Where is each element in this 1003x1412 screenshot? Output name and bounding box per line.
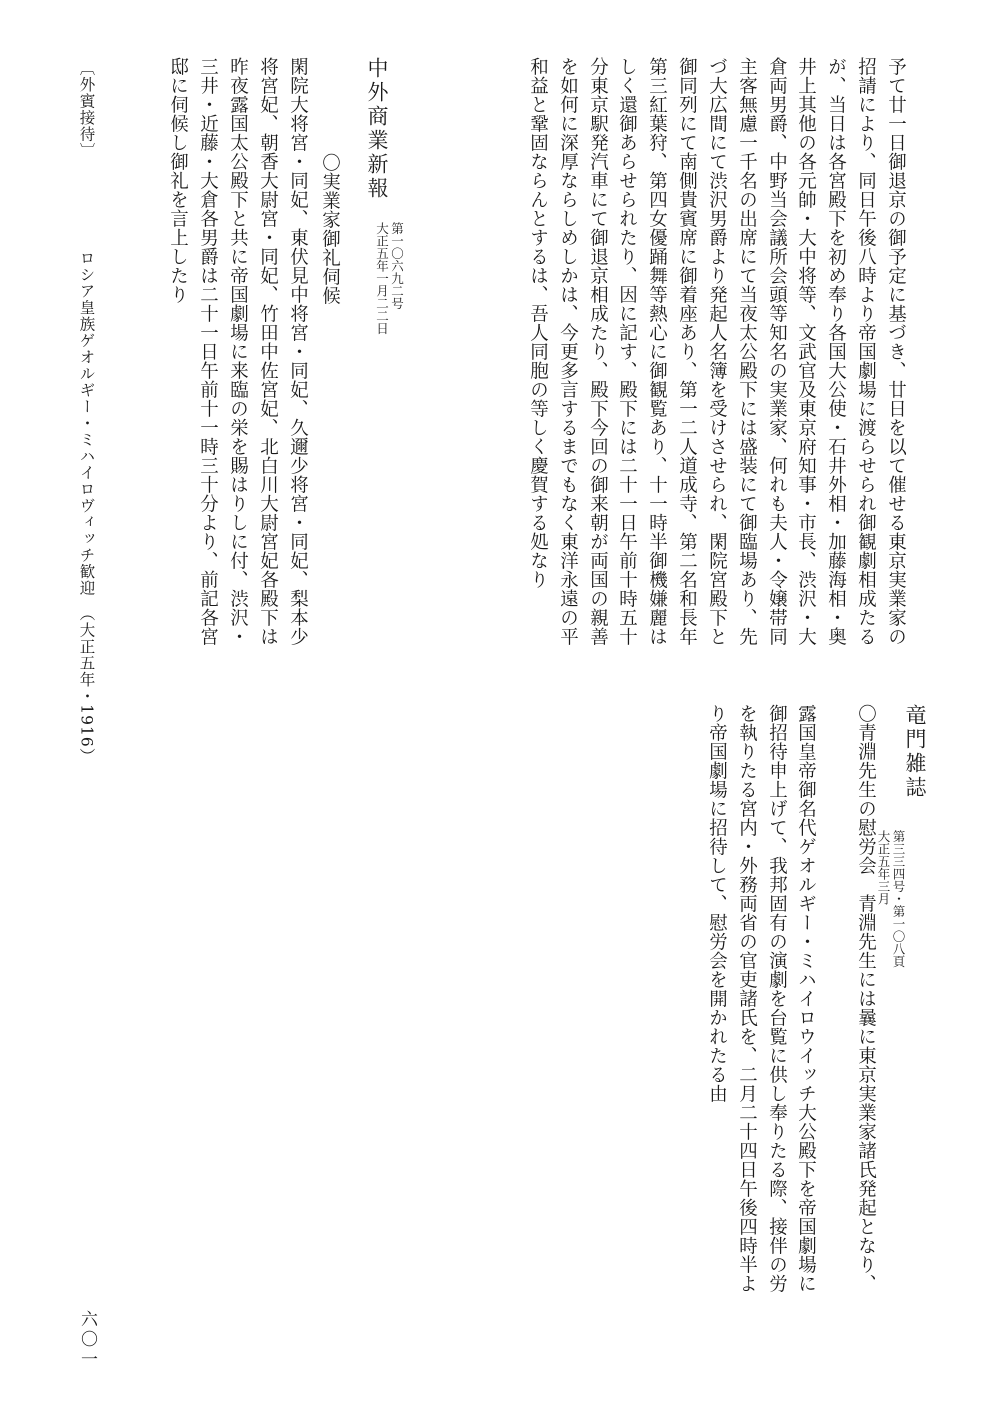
chugai-text-column: 閑院大将宮・同妃、東伏見中将宮・同妃、久邇少将宮・同妃、梨本少: [287, 57, 309, 646]
main-text-column: 主客無慮一千名の出席にて当夜太公殿下には盛装にて御臨場あり、先: [736, 57, 758, 646]
main-text-column: 分東京駅発汽車にて御退京相成たり、殿下今回の御来朝が両国の親善: [587, 57, 609, 646]
page-number: 六〇一: [77, 1310, 97, 1370]
ryumon-text-column: 御招待申上げて、我邦固有の演劇を台覧に供し奉りたる際、接伴の労: [766, 704, 788, 1293]
ryumon-title: 竜門雑誌: [903, 704, 927, 800]
main-text-column: 招請により、同日午後八時より帝国劇場に渡らせられ御観劇相成たる: [855, 57, 877, 646]
ryumon-header: [872, 704, 925, 990]
chugai-title: 中外商業新報: [365, 57, 389, 201]
chugai-issue: 第一〇六九二号: [389, 222, 405, 310]
chugai-date: 大正五年一月二二日: [374, 222, 390, 335]
main-text-column: 第三紅葉狩、第四女優踊舞等熱心に御観覧あり、十一時半御機嫌麗は: [646, 57, 668, 646]
main-text-column: しく還御あらせられたり、因に記す、殿下には二十一日午前十時五十: [616, 57, 638, 646]
main-text-column: が、当日は各宮殿下を初め奉り各国大公使・石井外相・加藤海相・奥: [825, 57, 847, 646]
chugai-text-column: 昨夜露国太公殿下と共に帝国劇場に来臨の栄を賜はりしに付、渋沢・: [227, 57, 249, 646]
ryumon-issue: 第三三四号・第一〇八頁: [891, 830, 906, 968]
running-title: ロシア皇族ゲオルギー・ミハイロヴィッチ歓迎 （大正五年・1916）: [77, 250, 96, 765]
main-text-column: 予て廿一日御退京の御予定に基づき、廿日を以て催せる東京実業家の: [885, 57, 907, 646]
main-text-column: 御同列にて南側貴賓席に御着座あり、第一二人道成寺、第二名和長年: [676, 57, 698, 646]
ryumon-text-column: り帝国劇場に招待して、慰労会を開かれたる由: [706, 704, 728, 1103]
main-text-column: を如何に深厚ならしめしかは、今更多言するまでもなく東洋永遠の平: [557, 57, 579, 646]
main-text-column: 井上其他の各元帥・大中将等、文武官及東京府知事・市長、渋沢・大: [795, 57, 817, 646]
main-text-column: 和益と鞏固ならんとするは、吾人同胞の等しく慶賀する処なり: [527, 57, 549, 589]
ryumon-text-column: を執りたる宮内・外務両省の官吏諸氏を、二月二十四日午後四時半よ: [736, 704, 758, 1293]
chugai-text-column: 将宮妃、朝香大尉宮・同妃、竹田中佐宮妃、北白川大尉宮妃各殿下は: [257, 57, 279, 646]
section-label: 〔外賓接待〕: [77, 60, 96, 159]
main-text-column: づ大広間にて渋沢男爵より発起人名簿を受けさせられ、閑院宮殿下と: [706, 57, 728, 646]
ryumon-text-column: 露国皇帝御名代ゲオルギー・ミハイロウイッチ大公殿下を帝国劇場に: [795, 704, 817, 1293]
chugai-text-column: 〇実業家御礼伺候: [319, 153, 341, 305]
chugai-text-column: 三井・近藤・大倉各男爵は二十一日午前十一時三十分より、前記各宮: [197, 57, 219, 646]
ryumon-text-column: 〇青淵先生の慰労会 青淵先生には曩に東京実業家諸氏発起となり、: [855, 704, 877, 1293]
main-text-column: 倉両男爵、中野当会議所会頭等知名の実業家、何れも夫人・令嬢帯同: [766, 57, 788, 646]
ryumon-date: 大正五年三月: [876, 830, 891, 905]
chugai-text-column: 邸に伺候し御礼を言上したり: [167, 57, 189, 304]
